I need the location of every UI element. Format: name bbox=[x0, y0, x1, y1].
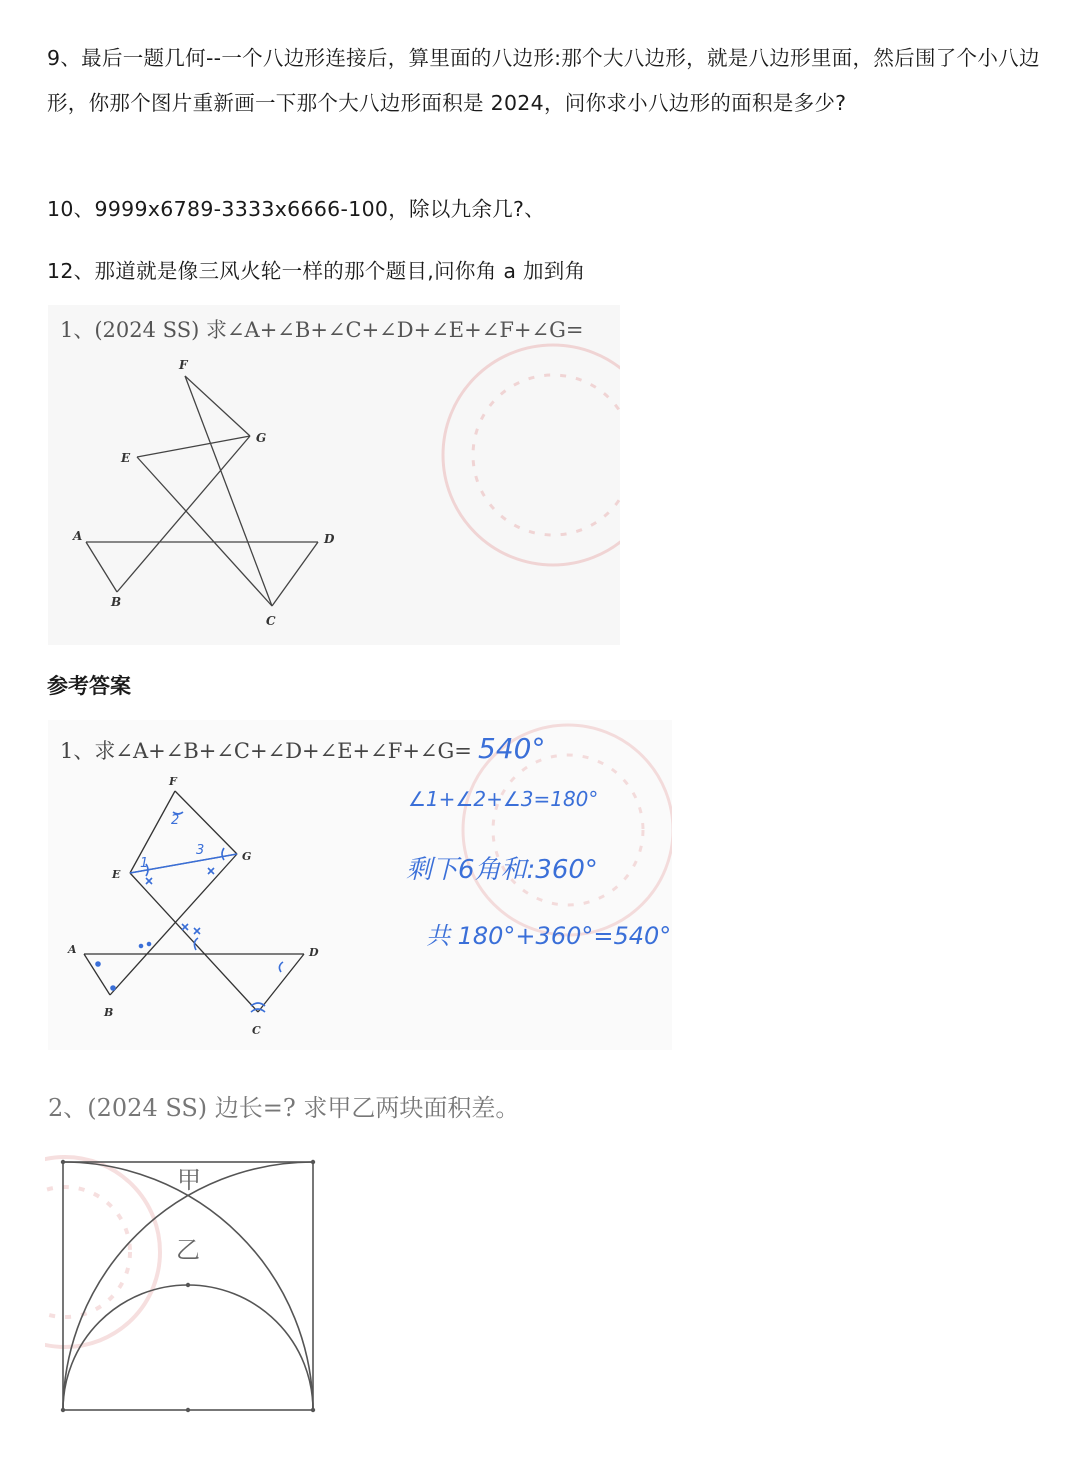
handwritten-note-3: 共 180°+360°=540° bbox=[426, 922, 672, 950]
figure-answer-svg bbox=[48, 720, 672, 1050]
angle-mark-1: 1 bbox=[140, 856, 149, 871]
label-F: F bbox=[179, 358, 188, 372]
label-A: A bbox=[68, 943, 77, 956]
label-B: B bbox=[111, 595, 122, 609]
label-B: B bbox=[104, 1006, 114, 1019]
label-C: C bbox=[266, 614, 276, 628]
label-D: D bbox=[324, 532, 335, 546]
label-E: E bbox=[121, 451, 131, 465]
figure-arc-area-problem bbox=[45, 1082, 625, 1442]
label-G: G bbox=[256, 431, 267, 445]
label-F: F bbox=[169, 775, 177, 788]
label-D: D bbox=[309, 946, 319, 959]
figure-angle-sum-answer bbox=[48, 720, 672, 1050]
handwritten-note-2: 剩下6角和:360° bbox=[406, 855, 598, 885]
answer-heading: 参考答案 bbox=[47, 674, 131, 698]
region-jia-label: 甲 bbox=[177, 1166, 201, 1194]
handwritten-note-1: ∠1+∠2+∠3=180° bbox=[408, 787, 599, 811]
angle-mark-2: 2 bbox=[171, 813, 180, 828]
figure-angle-sum-svg bbox=[48, 305, 620, 645]
figure2-prompt: 1、求∠A+∠B+∠C+∠D+∠E+∠F+∠G= bbox=[60, 739, 472, 763]
question-9: 9、最后一题几何--一个八边形连接后，算里面的八边形:那个大八边形，就是八边形里面，然后围了个小八边形，你那个图片重新画一下那个大八边形面积是 2024，问你求小八边形的面积是多少? bbox=[47, 46, 1040, 115]
figure3-prompt: 2、(2024 SS) 边长=? 求甲乙两块面积差。 bbox=[48, 1094, 520, 1122]
angle-mark-3: 3 bbox=[196, 843, 205, 858]
figure1-prompt: 1、(2024 SS) 求∠A+∠B+∠C+∠D+∠E+∠F+∠G= bbox=[60, 318, 584, 342]
question-10: 10、9999x6789-3333x6666-100，除以九余几?、 bbox=[47, 197, 546, 221]
label-E: E bbox=[112, 868, 121, 881]
label-C: C bbox=[252, 1024, 261, 1037]
figure-arc-svg bbox=[45, 1082, 625, 1442]
handwritten-answer: 540° bbox=[478, 732, 546, 765]
region-yi-label: 乙 bbox=[176, 1236, 200, 1264]
label-G: G bbox=[242, 850, 252, 863]
question-12: 12、那道就是像三风火轮一样的那个题目,问你角 a 加到角 bbox=[47, 259, 586, 283]
label-A: A bbox=[73, 529, 83, 543]
figure-angle-sum-problem bbox=[48, 305, 620, 645]
